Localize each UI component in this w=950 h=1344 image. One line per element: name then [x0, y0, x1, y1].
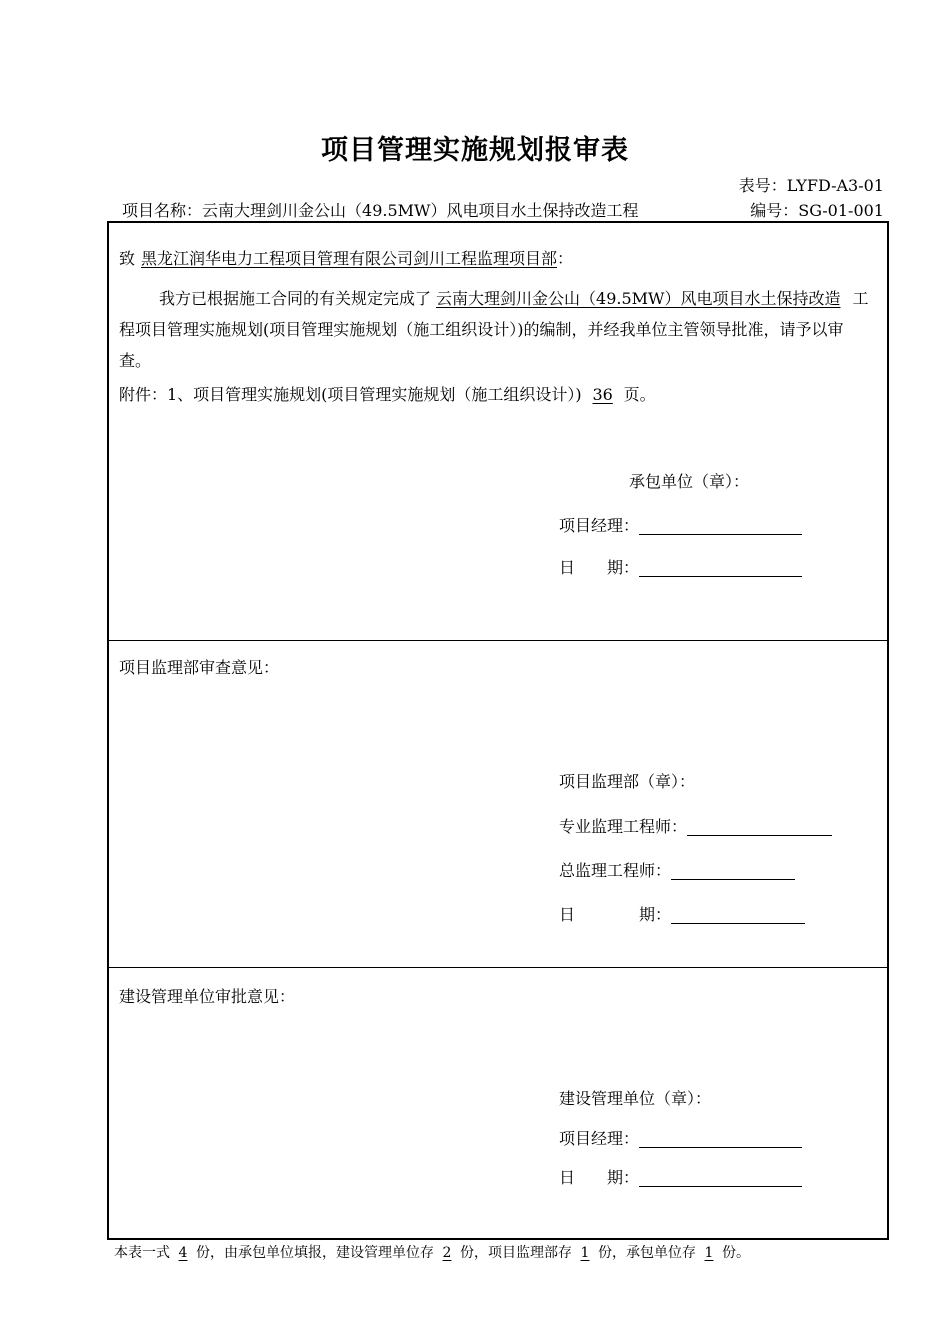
- serial-number: 编号：SG-01-001: [750, 201, 884, 220]
- section-divider-1: [109, 640, 887, 641]
- copies-owner: 2: [442, 1245, 452, 1261]
- chief-engineer-signature-field[interactable]: [671, 861, 795, 880]
- body-project: 云南大理剑川金公山（49.5MW）风电项目水土保持改造: [436, 289, 841, 308]
- engineer-label: 专业监理工程师：: [559, 817, 688, 836]
- contractor-pm-signature-field[interactable]: [639, 516, 802, 535]
- engineer-signature-field[interactable]: [687, 817, 832, 836]
- supervision-seal-label: 项目监理部（章）：: [559, 772, 696, 791]
- project-name-label: 项目名称：: [122, 201, 203, 220]
- owner-date-row: [559, 1162, 802, 1193]
- supervision-date-row: [559, 899, 805, 930]
- addressee-org: 黑龙江润华电力工程项目管理有限公司剑川工程监理项目部: [141, 249, 558, 268]
- addressee-prefix: 致: [119, 249, 136, 268]
- body-suffix: 工程项目管理实施规划(项目管理实施规划（施工组织设计）)的编制，并经我单位主管领导批准，请予以审查。: [119, 289, 869, 370]
- copies-contractor: 1: [704, 1245, 714, 1261]
- contractor-date-label: 日 期：: [559, 558, 640, 577]
- owner-pm-label: 项目经理：: [559, 1129, 640, 1148]
- body-prefix: 我方已根据施工合同的有关规定完成了: [159, 289, 432, 308]
- engineer-row: [559, 811, 832, 842]
- owner-pm-signature-field[interactable]: [639, 1129, 802, 1148]
- footer-t3: 份，项目监理部存: [460, 1245, 572, 1261]
- contractor-seal-label: 承包单位（章）：: [629, 472, 750, 491]
- form-number: 表号：LYFD-A3-01: [738, 176, 884, 195]
- contractor-pm-label: 项目经理：: [559, 516, 640, 535]
- owner-seal-label: 建设管理单位（章）：: [559, 1089, 712, 1108]
- contractor-pm-row: [559, 510, 802, 541]
- chief-engineer-row: [559, 855, 795, 886]
- owner-date-field[interactable]: [639, 1168, 802, 1187]
- owner-pm-row: [559, 1123, 802, 1154]
- attachment-prefix: 附件：1、项目管理实施规划(项目管理实施规划（施工组织设计）): [119, 385, 582, 404]
- footer-t2: 份，由承包单位填报，建设管理单位存: [196, 1245, 434, 1261]
- project-name-value: 云南大理剑川金公山（49.5MW）风电项目水土保持改造工程: [202, 201, 639, 220]
- supervision-date-field[interactable]: [671, 905, 805, 924]
- footer-t5: 份。: [722, 1245, 750, 1261]
- section-divider-2: [109, 967, 887, 968]
- contractor-date-field[interactable]: [639, 558, 802, 577]
- form-frame: [107, 221, 889, 1240]
- attachment-pages: 36: [592, 385, 613, 404]
- contractor-date-row: [559, 552, 802, 583]
- footer-t4: 份，承包单位存: [598, 1245, 696, 1261]
- footer-t1: 本表一式: [114, 1245, 170, 1261]
- supervision-date-label: 日 期：: [559, 905, 672, 924]
- attachment-suffix: 页。: [623, 385, 656, 404]
- owner-date-label: 日 期：: [559, 1168, 640, 1187]
- addressee-suffix: ：: [557, 249, 574, 268]
- form-title: 项目管理实施规划报审表: [321, 135, 629, 166]
- supervision-heading: 项目监理部审查意见：: [119, 658, 280, 677]
- chief-engineer-label: 总监理工程师：: [559, 861, 672, 880]
- addressee-line: [119, 243, 573, 274]
- copies-supervisor: 1: [580, 1245, 590, 1261]
- approval-heading: 建设管理单位审批意见：: [119, 987, 296, 1006]
- submission-paragraph: [119, 283, 871, 376]
- copies-total: 4: [178, 1245, 188, 1261]
- project-name-line: [122, 198, 638, 221]
- attachment-line: [119, 379, 656, 410]
- distribution-note: [114, 1242, 750, 1262]
